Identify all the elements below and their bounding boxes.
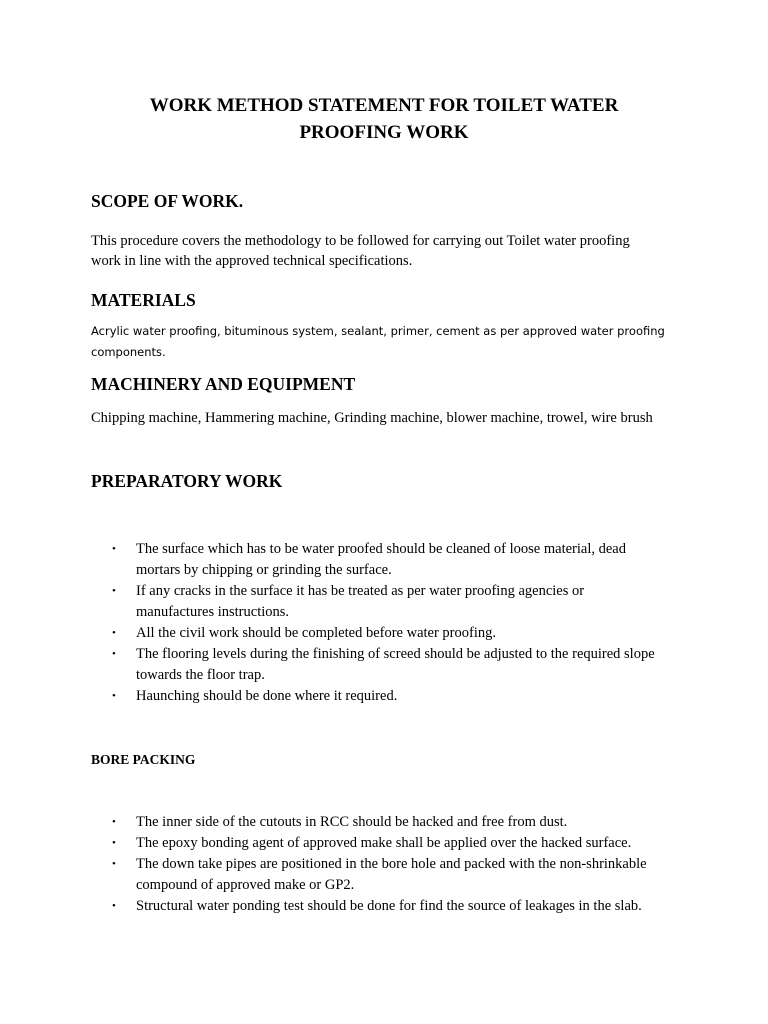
list-item [91,686,711,707]
list-item-line: The flooring levels during the finishing of screed should be adjusted to the required slope [136,646,655,662]
bullet-icon: • [112,648,116,660]
list-item [91,812,711,833]
bullet-icon: • [112,627,116,639]
list-item-line: towards the floor trap. [136,667,265,683]
scope-line-1: This procedure covers the methodology to be followed for carrying out Toilet water proofing [91,233,630,249]
list-item [91,581,711,623]
list-item-line: The inner side of the cutouts in RCC should be hacked and free from dust. [136,814,568,830]
list-item-line: manufactures instructions. [136,604,290,620]
list-item-line: mortars by chipping or grinding the surface. [136,562,392,578]
list-item-line: The down take pipes are positioned in the bore hole and packed with the non-shrinkable [136,856,647,872]
machinery-paragraph [91,408,691,428]
scope-line-2: work in line with the approved technical specifications. [91,253,413,269]
bullet-icon: • [112,690,116,702]
list-item [91,539,711,581]
machinery-heading: MACHINERY AND EQUIPMENT [91,374,356,394]
bullet-icon: • [112,816,116,828]
bore-packing-list [91,812,711,917]
list-item [91,833,711,854]
list-item-line: compound of approved make or GP2. [136,877,355,893]
list-item [91,896,711,917]
list-item-line: The surface which has to be water proofed should be cleaned of loose material, dead [136,541,626,557]
bullet-icon: • [112,900,116,912]
document-title [0,92,768,146]
title-line-2: PROOFING WORK [299,122,469,143]
list-item-line: All the civil work should be completed before water proofing. [136,625,496,641]
preparatory-list [91,539,711,707]
list-item [91,644,711,686]
bullet-icon: • [112,585,116,597]
materials-line-2: components. [91,345,166,359]
preparatory-heading: PREPARATORY WORK [91,471,283,491]
list-item [91,623,711,644]
list-item-line: Haunching should be done where it required. [136,688,398,704]
materials-line-1: Acrylic water proofing, bituminous system, sealant, primer, cement as per approved water proofing [91,324,665,338]
bore-packing-heading: BORE PACKING [91,752,196,767]
bullet-icon: • [112,858,116,870]
list-item-line: If any cracks in the surface it has be treated as per water proofing agencies or [136,583,585,599]
bullet-icon: • [112,543,116,555]
list-item-line: Structural water ponding test should be done for find the source of leakages in the slab. [136,898,642,914]
materials-paragraph [91,321,691,363]
materials-heading: MATERIALS [91,290,196,310]
list-item-line: The epoxy bonding agent of approved make shall be applied over the hacked surface. [136,835,632,851]
machinery-line-1: Chipping machine, Hammering machine, Grinding machine, blower machine, trowel, wire brush [91,410,653,426]
bullet-icon: • [112,837,116,849]
scope-paragraph [91,231,691,271]
title-line-1: WORK METHOD STATEMENT FOR TOILET WATER [149,95,619,116]
scope-heading: SCOPE OF WORK. [91,191,244,211]
list-item [91,854,711,896]
